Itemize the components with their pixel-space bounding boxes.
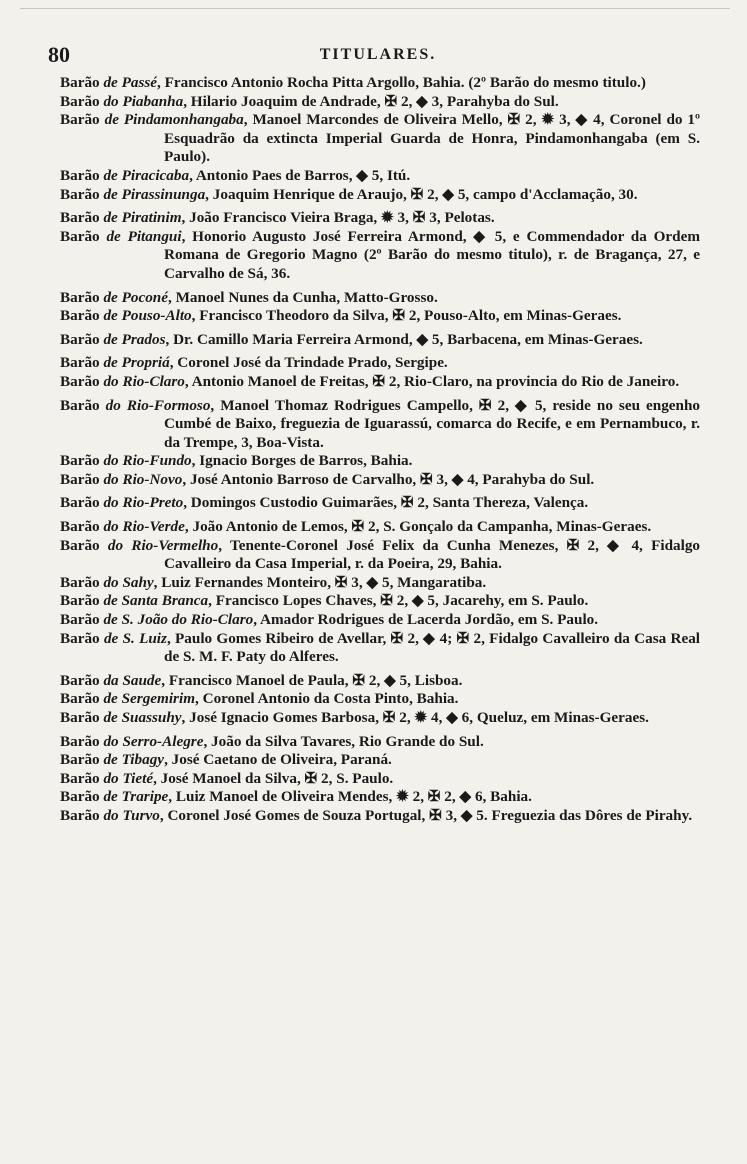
entry-title: Propriá xyxy=(121,354,170,372)
entry-tiete xyxy=(60,770,700,789)
entry-preposition: do xyxy=(103,470,119,488)
entry-title: Pirassinunga xyxy=(121,185,206,203)
entry-pousoalto xyxy=(60,307,700,326)
entry-description: , Luiz Fernandes Monteiro, ✠ 3, ◆ 5, Mangaratiba. xyxy=(153,573,487,591)
entry-preposition: de xyxy=(103,611,118,629)
entry-preposition: do xyxy=(103,806,119,824)
entry-preposition: do xyxy=(103,92,119,110)
entry-preposition: de xyxy=(103,629,119,647)
entry-title: Pitangui xyxy=(127,227,182,245)
entry-rank: Barão xyxy=(60,307,100,325)
entry-saude xyxy=(60,672,700,691)
entry-description: , José Manoel da Silva, ✠ 2, S. Paulo. xyxy=(153,769,394,787)
entry-title: Santa Branca xyxy=(121,592,209,610)
entry-rank: Barão xyxy=(60,185,100,203)
entry-riovermelho xyxy=(60,537,700,574)
entry-riofundo xyxy=(60,452,700,471)
entry-prados xyxy=(60,331,700,350)
entry-suassuhy xyxy=(60,709,700,728)
entry-description: , José Ignacio Gomes Barbosa, ✠ 2, ✹ 4, ◆ 6, Queluz, em Minas-Geraes. xyxy=(181,709,649,726)
entry-passe xyxy=(60,74,700,93)
entry-preposition: de xyxy=(103,751,118,769)
entry-rank: Barão xyxy=(60,92,100,110)
entry-preposition: de xyxy=(103,166,118,184)
entry-preposition: de xyxy=(103,709,118,726)
entry-description: , Joaquim Henrique de Araujo, ✠ 2, ◆ 5, campo d'Acclamação, 30. xyxy=(205,185,638,203)
titulares-list xyxy=(60,74,700,826)
entry-piracicaba xyxy=(60,167,700,186)
entry-preposition: de xyxy=(103,330,118,348)
entry-rioverde xyxy=(60,518,700,537)
entry-rank: Barão xyxy=(60,227,100,245)
entry-title: Prados xyxy=(121,330,166,348)
entry-rank: Barão xyxy=(60,330,100,348)
entry-preposition: do xyxy=(103,573,119,591)
entry-piratinim xyxy=(60,209,700,228)
entry-rank: Barão xyxy=(60,288,100,306)
page-header xyxy=(48,42,708,72)
entry-rank: Barão xyxy=(60,470,100,488)
entry-preposition: de xyxy=(103,354,118,372)
entry-preposition: do xyxy=(103,732,119,750)
entry-rank: Barão xyxy=(60,166,100,184)
entry-rank: Barão xyxy=(60,592,100,610)
entry-rank: Barão xyxy=(60,372,100,390)
entry-title: Rio-Formoso xyxy=(126,396,211,414)
entry-description: , Coronel José da Trindade Prado, Sergipe. xyxy=(169,354,448,372)
entry-title: Turvo xyxy=(122,806,160,824)
entry-description: , Francisco Lopes Chaves, ✠ 2, ◆ 5, Jacarehy, em S. Paulo. xyxy=(208,592,589,610)
entry-rank: Barão xyxy=(60,769,100,787)
entry-preposition: do xyxy=(103,372,119,390)
entry-preposition: de xyxy=(103,288,118,306)
entry-description: , Coronel José Gomes de Souza Portugal, ✠ 3, ◆ 5. Freguezia das Dôres de Pirahy. xyxy=(159,806,693,824)
entry-preposition: de xyxy=(106,227,121,245)
entry-title: Rio-Novo xyxy=(122,470,183,488)
entry-rank: Barão xyxy=(60,751,100,769)
entry-rank: Barão xyxy=(60,732,100,750)
entry-pirassinunga xyxy=(60,186,700,205)
entry-turvo xyxy=(60,807,700,826)
entry-description: , Hilario Joaquim de Andrade, ✠ 2, ◆ 3, Parahyba do Sul. xyxy=(183,92,559,110)
entry-description: , João da Silva Tavares, Rio Grande do Sul. xyxy=(203,732,484,750)
entry-rank: Barão xyxy=(60,806,100,824)
entry-title: Poconé xyxy=(121,288,168,306)
entry-sahy xyxy=(60,574,700,593)
entry-pitangui xyxy=(60,228,700,284)
entry-description: , João Francisco Vieira Braga, ✹ 3, ✠ 3, Pelotas. xyxy=(181,209,495,227)
entry-pindamonhangaba xyxy=(60,111,700,167)
entry-title: Tibagy xyxy=(121,751,165,769)
entry-description: , Manoel Thomaz Rodrigues Campello, ✠ 2, ◆ 5, reside no seu engenho Cumbé de Baixo, freguezia de Iguarassú, comarca do Recife, e em Pernambuco, r. da Trempe, 3, Boa-Vista. xyxy=(164,396,701,451)
entry-title: Passé xyxy=(121,74,158,91)
entry-preposition: de xyxy=(103,74,118,91)
entry-tibagy xyxy=(60,751,700,770)
entry-title: Rio-Vermelho xyxy=(131,536,219,554)
entry-title: Piracicaba xyxy=(121,166,190,184)
entry-preposition: da xyxy=(103,671,119,689)
entry-description: , Honorio Augusto José Ferreira Armond, ◆ 5, e Commendador da Ordem Romana de Gregorio Magno (2º Barão do mesmo titulo), r. de Bragança, 27, e Carvalho de Sá, 36. xyxy=(164,227,701,282)
entry-title: Rio-Preto xyxy=(122,494,184,512)
entry-title: Pindamonhangaba xyxy=(123,111,244,129)
entry-description: , José Antonio Barroso de Carvalho, ✠ 3, ◆ 4, Parahyba do Sul. xyxy=(182,470,595,488)
entry-title: Serro-Alegre xyxy=(122,732,204,750)
entry-sluiz xyxy=(60,630,700,667)
entry-propria xyxy=(60,354,700,373)
entry-description: , José Caetano de Oliveira, Paraná. xyxy=(164,751,392,769)
entry-title: Traripe xyxy=(121,788,169,806)
entry-title: Rio-Claro xyxy=(122,372,185,390)
entry-pocone xyxy=(60,289,700,308)
entry-preposition: de xyxy=(103,209,118,227)
entry-rank: Barão xyxy=(60,611,100,629)
entry-preposition: do xyxy=(103,769,119,787)
entry-preposition: de xyxy=(103,592,118,610)
entry-rionovo xyxy=(60,471,700,490)
page-edge-line xyxy=(20,8,730,9)
entry-preposition: do xyxy=(103,494,119,512)
entry-rank: Barão xyxy=(60,74,100,91)
entry-rank: Barão xyxy=(60,518,100,536)
entry-rioformoso xyxy=(60,397,700,453)
entry-description: , João Antonio de Lemos, ✠ 2, S. Gonçalo da Campanha, Minas-Geraes. xyxy=(184,518,652,536)
entry-description: , Luiz Manoel de Oliveira Mendes, ✹ 2, ✠ 2, ◆ 6, Bahia. xyxy=(168,788,532,806)
entry-title: S. Luiz xyxy=(122,629,167,647)
entry-description: , Manoel Nunes da Cunha, Matto-Grosso. xyxy=(168,288,438,306)
entry-description: , Amador Rodrigues de Lacerda Jordão, em S. Paulo. xyxy=(253,611,599,629)
entry-rank: Barão xyxy=(60,494,100,512)
entry-rank: Barão xyxy=(60,629,100,647)
entry-title: Sahy xyxy=(122,573,154,591)
entry-rank: Barão xyxy=(60,788,100,806)
entry-rank: Barão xyxy=(60,111,100,129)
entry-rank: Barão xyxy=(60,209,100,227)
entry-description: , Coronel Antonio da Costa Pinto, Bahia. xyxy=(195,690,459,708)
entry-preposition: do xyxy=(107,536,124,554)
entry-description: , Francisco Antonio Rocha Pitta Argollo, Bahia. (2º Barão do mesmo titulo.) xyxy=(157,74,646,91)
entry-title: Sergemirim xyxy=(121,690,196,708)
entry-description: , Antonio Manoel de Freitas, ✠ 2, Rio-Claro, na provincia do Rio de Janeiro. xyxy=(184,372,680,390)
entry-rioclaro xyxy=(60,373,700,392)
entry-rank: Barão xyxy=(60,354,100,372)
entry-riopreto xyxy=(60,494,700,513)
entry-santabranca xyxy=(60,592,700,611)
entry-description: , Francisco Theodoro da Silva, ✠ 2, Pouso-Alto, em Minas-Geraes. xyxy=(191,307,622,325)
entry-description: , Tenente-Coronel José Felix da Cunha Menezes, ✠ 2, ◆ 4, Fidalgo Cavalleiro da Casa Imperial, r. da Poeira, 29, Bahia. xyxy=(164,536,701,573)
entry-rank: Barão xyxy=(60,690,100,708)
entry-description: , Dr. Camillo Maria Ferreira Armond, ◆ 5, Barbacena, em Minas-Geraes. xyxy=(165,330,643,348)
entry-preposition: de xyxy=(103,307,118,325)
entry-title: Tieté xyxy=(122,769,154,787)
running-title: TITULARES. xyxy=(319,46,437,63)
entry-sjoaorioclaro xyxy=(60,611,700,630)
entry-title: Rio-Fundo xyxy=(122,452,192,470)
entry-preposition: do xyxy=(103,452,119,470)
entry-title: Suassuhy xyxy=(121,709,182,726)
entry-description: , Domingos Custodio Guimarães, ✠ 2, Santa Thereza, Valença. xyxy=(183,494,589,512)
entry-preposition: do xyxy=(105,396,121,414)
entry-title: Rio-Verde xyxy=(122,518,185,536)
entry-description: , Francisco Manoel de Paula, ✠ 2, ◆ 5, Lisboa. xyxy=(161,671,463,689)
entry-description: , Paulo Gomes Ribeiro de Avellar, ✠ 2, ◆ 4; ✠ 2, Fidalgo Cavalleiro da Casa Real de S. M. F. Paty do Alferes. xyxy=(164,629,701,666)
entry-title: S. João do Rio-Claro xyxy=(121,611,254,629)
entry-serroalegre xyxy=(60,733,700,752)
entry-preposition: de xyxy=(103,185,118,203)
entry-rank: Barão xyxy=(60,536,100,554)
entry-description: , Manoel Marcondes de Oliveira Mello, ✠ 2, ✹ 3, ◆ 4, Coronel do 1º Esquadrão da extincta Imperial Guarda de Honra, Pindamonhangaba (em S. Paulo). xyxy=(164,111,701,166)
entry-title: Pouso-Alto xyxy=(121,307,192,325)
entry-rank: Barão xyxy=(60,573,100,591)
entry-traripe xyxy=(60,788,700,807)
page-number: 80 xyxy=(48,42,70,67)
entry-rank: Barão xyxy=(60,396,100,414)
entry-rank: Barão xyxy=(60,452,100,470)
entry-preposition: de xyxy=(103,690,118,708)
entry-preposition: de xyxy=(104,111,119,129)
entry-description: , Ignacio Borges de Barros, Bahia. xyxy=(191,452,413,470)
entry-title: Saude xyxy=(122,671,162,689)
entry-rank: Barão xyxy=(60,709,100,726)
entry-sergemirim xyxy=(60,690,700,709)
entry-rank: Barão xyxy=(60,671,100,689)
entry-title: Piabanha xyxy=(122,92,184,110)
entry-preposition: do xyxy=(103,518,119,536)
entry-preposition: de xyxy=(103,788,118,806)
entry-piabanha xyxy=(60,93,700,112)
entry-description: , Antonio Paes de Barros, ◆ 5, Itú. xyxy=(189,166,411,184)
entry-title: Piratinim xyxy=(121,209,182,227)
